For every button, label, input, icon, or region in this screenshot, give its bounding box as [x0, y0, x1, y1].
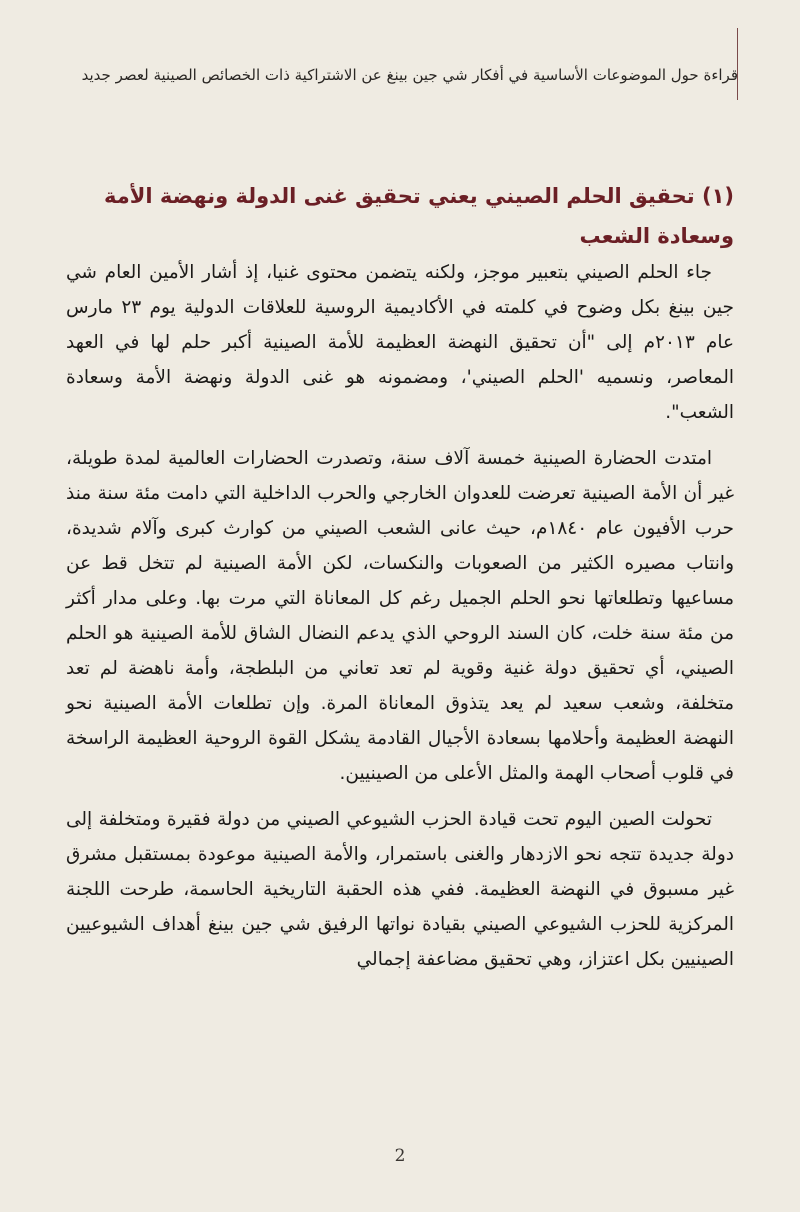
body-text	[66, 255, 734, 988]
paragraph-3: تحولت الصين اليوم تحت قيادة الحزب الشيوعي الصيني من دولة فقيرة ومتخلفة إلى دولة جديدة تتجه نحو الازدهار والغنى باستمرار، والأمة الصينية موعودة بمستقبل مشرق غير مسبوق في النهضة العظيمة. ففي هذه الحقبة التاريخية الحاسمة، طرحت اللجنة المركزية للحزب الشيوعي الصيني بقيادة نواتها الرفيق شي جين بينغ أهداف الشيوعيين الصينيين بكل اعتزاز، وهي تحقيق مضاعفة إجمالي	[66, 809, 734, 970]
paragraph-1: جاء الحلم الصيني بتعبير موجز، ولكنه يتضمن محتوى غنيا، إذ أشار الأمين العام شي جين بينغ بكل وضوح في كلمته في الأكاديمية الروسية للعلاقات الدولية يوم ٢٣ مارس عام ٢٠١٣م إلى "أن تحقيق النهضة العظيمة للأمة الصينية أكبر حلم لها في العهد المعاصر، ونسميه 'الحلم الصيني'، ومضمونه هو غنى الدولة ونهضة الأمة وسعادة الشعب".	[66, 262, 735, 423]
paragraph-2: امتدت الحضارة الصينية خمسة آلاف سنة، وتصدرت الحضارات العالمية لمدة طويلة، غير أن الأمة الصينية تعرضت للعدوان الخارجي والحرب الداخلية التي دامت مئة سنة منذ حرب الأفيون عام ١٨٤٠م، حيث عانى الشعب الصيني من كوارث كبرى وآلام شديدة، وانتاب مصيره الكثير من الصعوبات والنكسات، لكن الأمة الصينية لم تتخل قط عن مساعيها وتطلعاتها نحو الحلم الجميل رغم كل المعاناة التي مرت بها. وعلى مدار أكثر من مئة سنة خلت، كان السند الروحي الذي يدعم النضال الشاق للأمة الصينية هو الحلم الصيني، أي تحقيق دولة غنية وقوية لم تعد تعاني من البلطجة، وأمة ناهضة لم تعد متخلفة، وشعب سعيد لم يعد يتذوق المعاناة المرة. وإن تطلعات الأمة الصينية نحو النهضة العظيمة وأحلامها بسعادة الأجيال القادمة يشكل القوة الروحية العظيمة الراسخة في قلوب أصحاب الهمة والمثل الأعلى من الصينيين.	[66, 448, 734, 784]
section-heading: (١) تحقيق الحلم الصيني يعني تحقيق غنى الدولة ونهضة الأمة وسعادة الشعب	[104, 184, 734, 248]
page-number: 2	[394, 1146, 406, 1166]
running-header: قراءة حول الموضوعات الأساسية في أفكار شي جين بينغ عن الاشتراكية ذات الخصائص الصينية لعصر جديد	[81, 66, 738, 84]
